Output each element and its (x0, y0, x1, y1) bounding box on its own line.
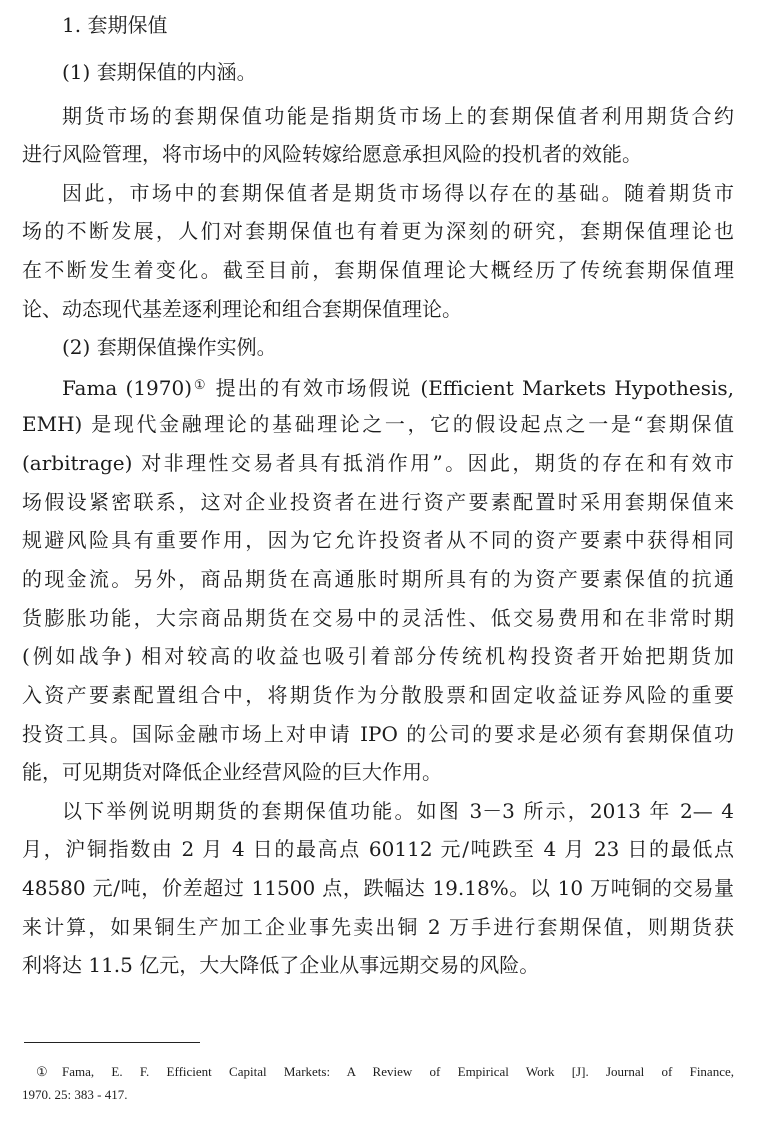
citation-text: 提出的有效市场假说 (Efficient Markets Hypothesis, (207, 376, 734, 400)
paragraph-4-line-3: 48580 元/吨，价差超过 11500 点，跌幅达 19.18%。以 10 万吨铜的交易量 (22, 876, 734, 900)
paragraph-3-line-7: 货膨胀功能，大宗商品期货在交易中的灵活性、低交易费用和在非常时期 (22, 606, 734, 630)
footnote-line-1: Fama, E. F. Efficient Capital Markets: A Review of Empirical Work [J]. Journal of Finance, (62, 1064, 734, 1079)
subsection-heading-2: (2) 套期保值操作实例。 (62, 335, 277, 359)
footnote-ref-mark: ① (192, 378, 208, 393)
paragraph-1-line-2: 进行风险管理，将市场中的风险转嫁给愿意承担风险的投机者的效能。 (22, 142, 642, 166)
paragraph-3-line-3: (arbitrage) 对非理性交易者具有抵消作用”。因此，期货的存在和有效市 (22, 451, 734, 475)
paragraph-3-line-2: EMH) 是现代金融理论的基础理论之一，它的假设起点之一是“套期保值 (22, 412, 734, 436)
paragraph-2-line-4: 论、动态现代基差逐利理论和组合套期保值理论。 (22, 297, 462, 321)
citation-author: Fama (1970) (62, 376, 193, 400)
paragraph-3-line-11: 能，可见期货对降低企业经营风险的巨大作用。 (22, 760, 442, 784)
footnote-line-2: 1970. 25: 383 - 417. (22, 1087, 128, 1102)
paragraph-3-line-4: 场假设紧密联系，这对企业投资者在进行资产要素配置时采用套期保值来 (22, 490, 734, 514)
paragraph-4-line-4: 来计算，如果铜生产加工企业事先卖出铜 2 万手进行套期保值，则期货获 (22, 915, 734, 939)
paragraph-4-line-1: 以下举例说明期货的套期保值功能。如图 3－3 所示，2013 年 2— 4 (62, 799, 734, 823)
paragraph-4-line-5: 利将达 11.5 亿元，大大降低了企业从事远期交易的风险。 (22, 953, 540, 977)
paragraph-3-line-8: (例如战争) 相对较高的收益也吸引着部分传统机构投资者开始把期货加 (22, 644, 734, 668)
paragraph-3-line-1 (62, 373, 734, 401)
paragraph-2-line-3: 在不断发生着变化。截至目前，套期保值理论大概经历了传统套期保值理 (22, 258, 734, 282)
paragraph-3-line-5: 规避风险具有重要作用，因为它允许投资者从不同的资产要素中获得相同 (22, 528, 734, 552)
paragraph-3-line-6: 的现金流。另外，商品期货在高通胀时期所具有的为资产要素保值的抗通 (22, 567, 734, 591)
paragraph-4-line-2: 月，沪铜指数由 2 月 4 日的最高点 60112 元/吨跌至 4 月 23 日的最低点 (22, 837, 734, 861)
paragraph-2-line-1: 因此，市场中的套期保值者是期货市场得以存在的基础。随着期货市 (62, 181, 734, 205)
paragraph-3-line-10: 投资工具。国际金融市场上对申请 IPO 的公司的要求是必须有套期保值功 (22, 722, 734, 746)
footnote-mark: ① (36, 1064, 48, 1079)
footnote-divider (24, 1042, 200, 1043)
paragraph-3-line-9: 入资产要素配置组合中，将期货作为分散股票和固定收益证券风险的重要 (22, 683, 734, 707)
subsection-heading-1: (1) 套期保值的内涵。 (62, 60, 257, 84)
paragraph-1-line-1: 期货市场的套期保值功能是指期货市场上的套期保值者利用期货合约 (62, 104, 734, 128)
section-heading: 1. 套期保值 (62, 13, 168, 37)
paragraph-2-line-2: 场的不断发展，人们对套期保值也有着更为深刻的研究，套期保值理论也 (22, 219, 734, 243)
